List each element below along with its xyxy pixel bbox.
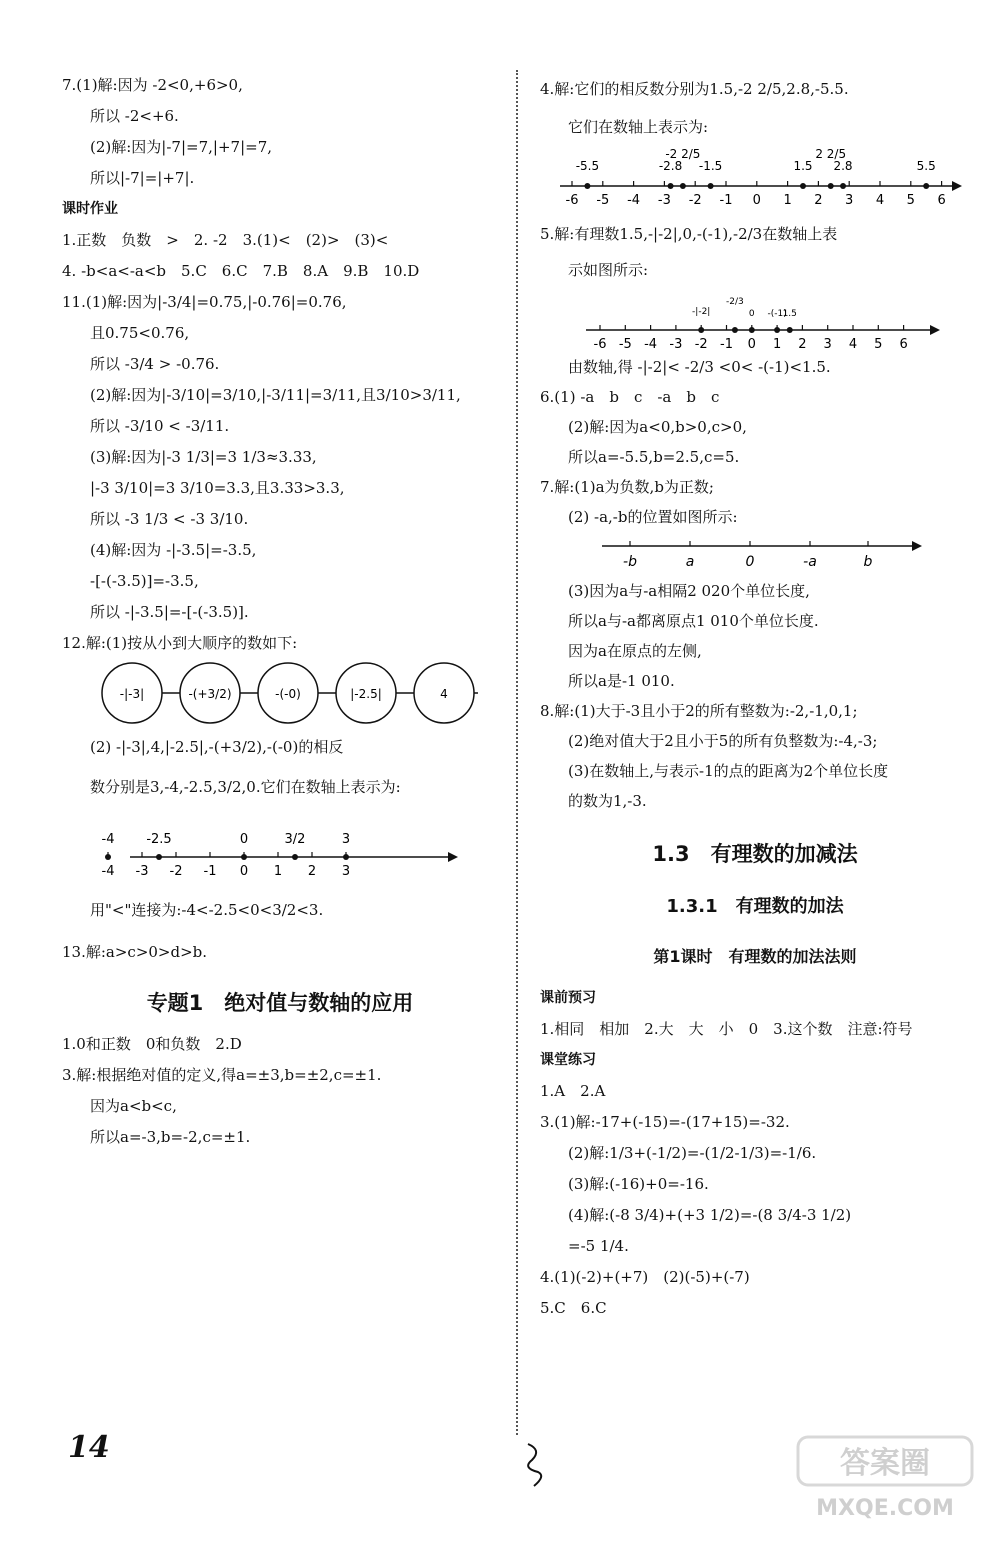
point-label: 2 2/5: [815, 147, 847, 161]
svg-text:MXQE.COM: MXQE.COM: [816, 1496, 954, 1521]
tick-label: 5: [874, 337, 883, 352]
answer-line: 5.C 6.C: [540, 1299, 607, 1317]
circles-figure: [62, 659, 498, 727]
point-marker: [698, 327, 704, 333]
point-marker: [840, 183, 846, 189]
answer-line: 4.(1)(-2)+(+7) (2)(-5)+(-7): [540, 1268, 750, 1286]
circle-label: 4: [440, 687, 448, 701]
circle-label: -(+3/2): [188, 687, 232, 701]
number-line-3: [540, 288, 970, 352]
point-marker: [584, 183, 590, 189]
tick-label: 4: [848, 337, 858, 352]
answer-line: (2) -a,-b的位置如图所示:: [568, 508, 738, 526]
point-label: -|-2|: [692, 307, 711, 317]
point-label: 5.5: [916, 159, 936, 173]
point-label: -2.8: [658, 159, 683, 173]
answer-line: 7.解:(1)a为负数,b为正数;: [540, 478, 714, 496]
section-title: 1.3 有理数的加减法: [652, 842, 858, 866]
point-label: 3/2: [284, 832, 306, 847]
answer-line: -[-(-3.5)]=-3.5,: [90, 572, 199, 590]
point-label: -4: [101, 832, 115, 847]
tick-label: -1: [720, 337, 733, 352]
point-label: -(-1): [767, 309, 787, 319]
tick-label: 1: [772, 337, 782, 352]
point-label: -1.5: [698, 159, 723, 173]
point-marker: [292, 854, 298, 860]
answer-line: 所以 -3 1/3 < -3 3/10.: [90, 510, 249, 528]
right-answers-block-4: [540, 576, 970, 816]
point-label: -5.5: [575, 159, 600, 173]
tick-label: 1: [273, 864, 283, 879]
point-label: 1.5: [793, 159, 813, 173]
tick-label: -2: [169, 864, 183, 879]
tick-label: -1: [719, 193, 733, 208]
answer-line: 所以 -2<+6.: [90, 107, 179, 125]
column-divider: [516, 70, 518, 1435]
page-number: 14: [68, 1430, 110, 1465]
point-label: 0: [748, 309, 755, 319]
answer-line: (2)解:因为|-3/10|=3/10,|-3/11|=3/11,且3/10>3/11,: [90, 386, 461, 404]
left-answers-block-4: [62, 1029, 498, 1153]
answer-line: 所以 -3/10 < -3/11.: [90, 417, 230, 435]
answer-line: (3)因为a与-a相隔2 020个单位长度,: [568, 582, 810, 600]
tick-label: -3: [135, 864, 149, 879]
answer-line: 所以 -|-3.5|=-[-(-3.5)].: [90, 603, 249, 621]
answer-line: 所以 -3/4 > -0.76.: [90, 355, 220, 373]
answer-line: 因为a在原点的左侧,: [568, 642, 702, 660]
answer-line: 4.解:它们的相反数分别为1.5,-2 2/5,2.8,-5.5.: [540, 80, 849, 98]
tick-label: a: [685, 554, 695, 570]
answer-line: 用"<"连接为:-4<-2.5<0<3/2<3.: [90, 901, 324, 919]
answer-line: 4. -b<a<-a<b 5.C 6.C 7.B 8.A 9.B 10.D: [62, 262, 420, 280]
answer-line: 3.(1)解:-17+(-15)=-(17+15)=-32.: [540, 1113, 790, 1131]
tick-label: 6: [937, 193, 946, 208]
tick-label: -6: [593, 337, 607, 352]
answer-line: |-3 3/10|=3 3/10=3.3,且3.33>3.3,: [90, 479, 345, 497]
point-marker: [828, 183, 834, 189]
squiggle-mark: [520, 1440, 550, 1490]
answer-line: 所以a=-3,b=-2,c=±1.: [90, 1128, 251, 1146]
tick-label: 2: [798, 337, 807, 352]
tick-label: -b: [623, 554, 637, 570]
answer-line: (3)解:因为|-3 1/3|=3 1/3≈3.33,: [90, 448, 317, 466]
answer-line: 因为a<b<c,: [90, 1097, 177, 1115]
circle-label: |-2.5|: [350, 687, 382, 701]
point-label: 0: [239, 832, 249, 847]
answer-line: 所以a是-1 010.: [568, 672, 675, 690]
tick-label: 0: [752, 193, 761, 208]
answer-line: 且0.75<0.76,: [90, 324, 190, 342]
tick-label: -5: [596, 193, 610, 208]
point-marker: [774, 327, 780, 333]
tick-label: -3: [657, 193, 671, 208]
left-answers-block-1: [62, 70, 498, 659]
answer-line: 数分别是3,-4,-2.5,3/2,0.它们在数轴上表示为:: [90, 778, 401, 796]
right-answers-block-2: [540, 216, 970, 288]
point-marker: [343, 854, 349, 860]
point-marker: [680, 183, 686, 189]
svg-text:答案圈: 答案圈: [840, 1446, 930, 1481]
section-heading: 课前预习: [540, 990, 596, 1006]
tick-label: -5: [618, 337, 632, 352]
answer-line: 13.解:a>c>0>d>b.: [62, 943, 208, 961]
point-marker: [156, 854, 162, 860]
right-answers-block-1: [540, 70, 970, 146]
tick-label: 4: [875, 193, 885, 208]
tick-label: 3: [823, 337, 832, 352]
point-label: 2.8: [833, 159, 853, 173]
right-answers-block-5: [540, 983, 970, 1324]
answer-line: 示如图所示:: [568, 261, 649, 279]
answer-line: =-5 1/4.: [568, 1237, 629, 1255]
tick-label: -3: [669, 337, 683, 352]
answer-line: (3)解:(-16)+0=-16.: [568, 1175, 709, 1193]
answer-line: (2) -|-3|,4,|-2.5|,-(+3/2),-(-0)的相反: [90, 738, 344, 756]
tick-label: 2: [814, 193, 823, 208]
tick-label: 0: [747, 337, 756, 352]
point-marker: [241, 854, 247, 860]
lesson-title: 第1课时 有理数的加法法则: [653, 947, 857, 966]
answer-line: (2)解:因为a<0,b>0,c>0,: [568, 418, 747, 436]
answer-line: (2)绝对值大于2且小于5的所有负整数为:-4,-3;: [568, 732, 878, 750]
tick-label: 3: [341, 864, 351, 879]
answer-line: (2)解:1/3+(-1/2)=-(1/2-1/3)=-1/6.: [568, 1144, 817, 1162]
point-marker: [800, 183, 806, 189]
watermark-logo: [790, 1431, 980, 1526]
left-answers-block-3: [62, 889, 498, 973]
answer-line: 5.解:有理数1.5,-|-2|,0,-(-1),-2/3在数轴上表: [540, 225, 838, 243]
point-marker: [749, 327, 755, 333]
number-line-2: [540, 146, 970, 216]
topic-title: 专题1 绝对值与数轴的应用: [146, 991, 414, 1015]
circle-label: -|-3|: [119, 687, 145, 701]
left-column: [62, 70, 498, 1153]
answer-line: 1.A 2.A: [540, 1082, 606, 1100]
answer-line: 7.(1)解:因为 -2<0,+6>0,: [62, 76, 243, 94]
point-label: -2 2/5: [665, 147, 701, 161]
tick-label: 0: [745, 554, 755, 570]
answer-line: 8.解:(1)大于-3且小于2的所有整数为:-2,-1,0,1;: [540, 702, 858, 720]
answer-line: 1.正数 负数 > 2. -2 3.(1)< (2)> (3)<: [62, 231, 389, 249]
number-line-1: [62, 807, 498, 889]
tick-label: -4: [644, 337, 658, 352]
point-marker: [787, 327, 793, 333]
answer-line: 的数为1,-3.: [568, 792, 647, 810]
tick-label: -a: [803, 554, 817, 570]
tick-label: 0: [239, 864, 249, 879]
circle-label: -(-0): [275, 687, 301, 701]
subsection-title: 1.3.1 有理数的加法: [666, 896, 844, 917]
answer-line: 所以a=-5.5,b=2.5,c=5.: [568, 448, 740, 466]
answer-line: (4)解:(-8 3/4)+(+3 1/2)=-(8 3/4-3 1/2): [568, 1206, 852, 1224]
point-label: -2/3: [726, 297, 744, 307]
section-heading: 课堂练习: [540, 1052, 596, 1068]
tick-label: 2: [307, 864, 317, 879]
point-marker: [105, 854, 111, 860]
right-column: [540, 70, 970, 1324]
tick-label: b: [863, 554, 873, 570]
left-answers-block-2: [62, 727, 498, 807]
section-heading: 课时作业: [62, 201, 118, 217]
tick-label: -4: [101, 864, 115, 879]
tick-label: -6: [565, 193, 579, 208]
answer-line: 3.解:根据绝对值的定义,得a=±3,b=±2,c=±1.: [62, 1066, 382, 1084]
right-answers-block-3: [540, 352, 970, 532]
tick-label: 1: [783, 193, 792, 208]
answer-line: 1.0和正数 0和负数 2.D: [62, 1035, 242, 1053]
point-label: -2.5: [146, 832, 172, 847]
tick-label: 5: [906, 193, 915, 208]
answer-line: 所以a与-a都离原点1 010个单位长度.: [568, 612, 819, 630]
tick-label: -2: [694, 337, 708, 352]
point-marker: [923, 183, 929, 189]
answer-line: (2)解:因为|-7|=7,|+7|=7,: [90, 138, 272, 156]
answer-line: 由数轴,得 -|-2|< -2/3 <0< -(-1)<1.5.: [568, 358, 831, 376]
tick-label: -4: [627, 193, 641, 208]
answer-line: 11.(1)解:因为|-3/4|=0.75,|-0.76|=0.76,: [62, 293, 347, 311]
point-label: 1.5: [782, 309, 797, 319]
answer-line: 12.解:(1)按从小到大顺序的数如下:: [62, 634, 298, 652]
answer-line: 它们在数轴上表示为:: [568, 118, 709, 136]
point-marker: [668, 183, 674, 189]
tick-label: 6: [899, 337, 908, 352]
point-label: 3: [341, 832, 351, 847]
answer-line: 1.相同 相加 2.大 大 小 0 3.这个数 注意:符号: [540, 1020, 913, 1038]
number-line-4: [540, 532, 970, 576]
tick-label: -2: [688, 193, 702, 208]
tick-label: -1: [203, 864, 217, 879]
point-marker: [708, 183, 714, 189]
answer-line: (3)在数轴上,与表示-1的点的距离为2个单位长度: [568, 762, 889, 780]
tick-label: 3: [845, 193, 854, 208]
answer-line: 6.(1) -a b c -a b c: [540, 388, 720, 406]
answer-line: 所以|-7|=|+7|.: [90, 169, 195, 187]
point-marker: [732, 327, 738, 333]
answer-line: (4)解:因为 -|-3.5|=-3.5,: [90, 541, 257, 559]
